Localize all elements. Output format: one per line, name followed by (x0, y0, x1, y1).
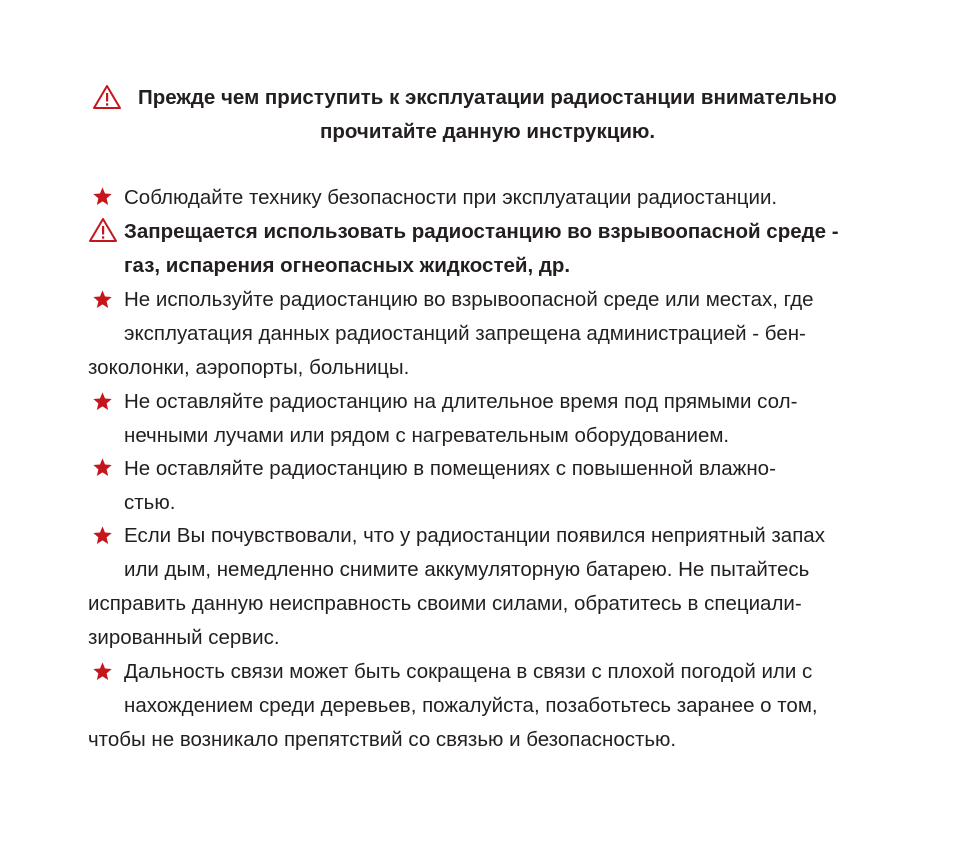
item-4-line-2: нечными лучами или рядом с нагревательным оборудованием. (124, 424, 730, 447)
item-7-line-1: Дальность связи может быть сокращена в связи с плохой погодой или с (124, 660, 813, 683)
star-icon (92, 457, 113, 478)
item-2-line-1: Запрещается использовать радиостанцию во взрывоопасной среде - (124, 220, 839, 243)
warning-triangle-icon (88, 217, 118, 243)
item-5-line-1: Не оставляйте радиостанцию в помещениях с повышенной влажно- (124, 457, 776, 480)
star-icon (92, 186, 113, 207)
header-line-1: Прежде чем приступить к эксплуатации радиостанции внимательно (138, 86, 837, 109)
star-icon (92, 289, 113, 310)
item-6-line-3: исправить данную неисправность своими силами, обратитесь в специали- (88, 592, 802, 615)
item-6-line-4: зированный сервис. (88, 626, 280, 649)
warning-triangle-icon (92, 84, 122, 110)
item-6-line-2: или дым, немедленно снимите аккумуляторную батарею. Не пытайтесь (124, 558, 810, 581)
item-5-line-2: стью. (124, 491, 176, 514)
header-line-2: прочитайте данную инструкцию. (320, 120, 656, 143)
item-7-line-3: чтобы не возникало препятствий со связью и безопасностью. (88, 728, 677, 751)
item-4-line-1: Не оставляйте радиостанцию на длительное время под прямыми сол- (124, 390, 798, 413)
star-icon (92, 391, 113, 412)
star-icon (92, 661, 113, 682)
item-3-line-2: эксплуатация данных радиостанций запрещена администрацией - бен- (124, 322, 806, 345)
item-3-line-1: Не используйте радиостанцию во взрывоопасной среде или местах, где (124, 288, 814, 311)
item-1-line-1: Соблюдайте технику безопасности при эксплуатации радиостанции. (124, 186, 778, 209)
item-2-line-2: газ, испарения огнеопасных жидкостей, др. (124, 254, 571, 277)
item-6-line-1: Если Вы почувствовали, что у радиостанции появился неприятный запах (124, 524, 825, 547)
star-icon (92, 525, 113, 546)
item-7-line-2: нахождением среди деревьев, пожалуйста, позаботьтесь заранее о том, (124, 694, 818, 717)
item-3-line-3: зоколонки, аэропорты, больницы. (88, 356, 410, 379)
